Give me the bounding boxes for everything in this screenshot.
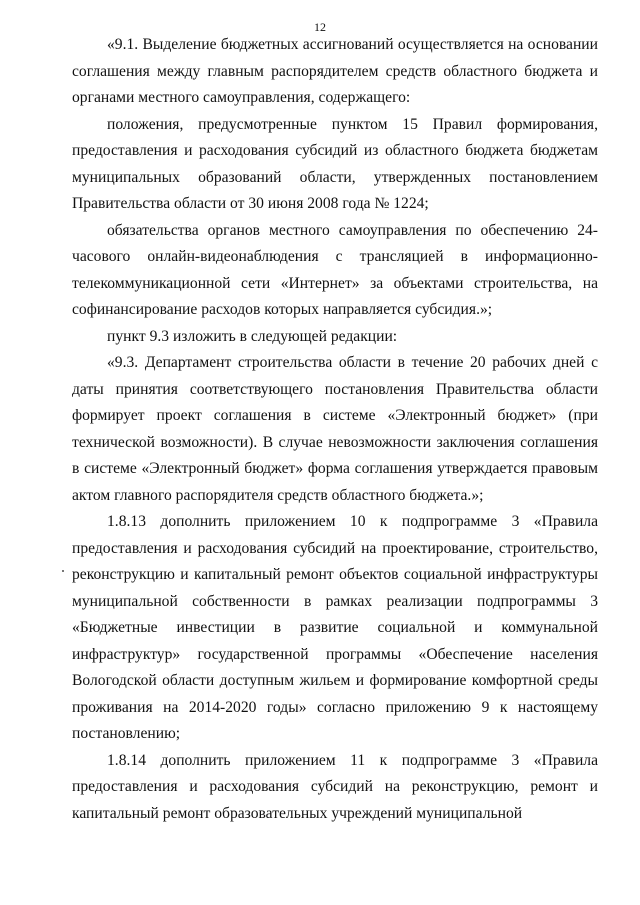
paragraph-item-9-3-header: пункт 9.3 изложить в следующей редакции: bbox=[107, 327, 398, 345]
paragraph-9-3: «9.3. Департамент строительства области в течение 20 рабочих дней с даты принятия соответствующего постановления Правительства области формирует проект соглашения в системе «Электронный бюджет» (при технической возможности). В случае невозможности заключения соглашения в системе «Электронный бюджет» форма соглашения утверждается правовым актом главного распорядителя средств областного бюджета.»; bbox=[72, 354, 598, 504]
scan-speck bbox=[62, 570, 64, 572]
paragraph-obligations: обязательства органов местного самоуправления по обеспечению 24-часового онлайн-видеонаблюдения с трансляцией в информационно-телекоммуникационной сети «Интернет» за объектами строительства, на софинансирование расходов которых направляется субсидия.»; bbox=[72, 221, 598, 318]
paragraph-1-8-14: 1.8.14 дополнить приложением 11 к подпрограмме 3 «Правила предоставления и расходования субсидий на реконструкцию, ремонт и капитальный ремонт образовательных учреждений муниципальной bbox=[72, 751, 598, 822]
paragraph-9-1-intro: «9.1. Выделение бюджетных ассигнований осуществляется на основании соглашения между главным распорядителем средств областного бюджета и органами местного самоуправления, содержащего: bbox=[72, 36, 598, 106]
document-body bbox=[72, 32, 598, 827]
page-number: 12 bbox=[314, 20, 326, 34]
paragraph-1-8-13: 1.8.13 дополнить приложением 10 к подпрограмме 3 «Правила предоставления и расходования субсидий на проектирование, строительство, реконструкцию и капитальный ремонт объектов социальной инфраструктуры муниципальной собственности в рамках реализации подпрограммы 3 «Бюджетные инвестиции в развитие социальной и коммунальной инфраструктур» государственной программы «Обеспечение населения Вологодской области доступным жильем и формирование комфортной среды проживания на 2014-2020 годы» согласно приложению 9 к настоящему постановлению; bbox=[72, 513, 598, 742]
paragraph-provisions: положения, предусмотренные пунктом 15 Правил формирования, предоставления и расходования субсидий из областного бюджета бюджетам муниципальных образований области, утвержденных постановлением Правительства области от 30 июня 2008 года № 1224; bbox=[72, 115, 598, 212]
